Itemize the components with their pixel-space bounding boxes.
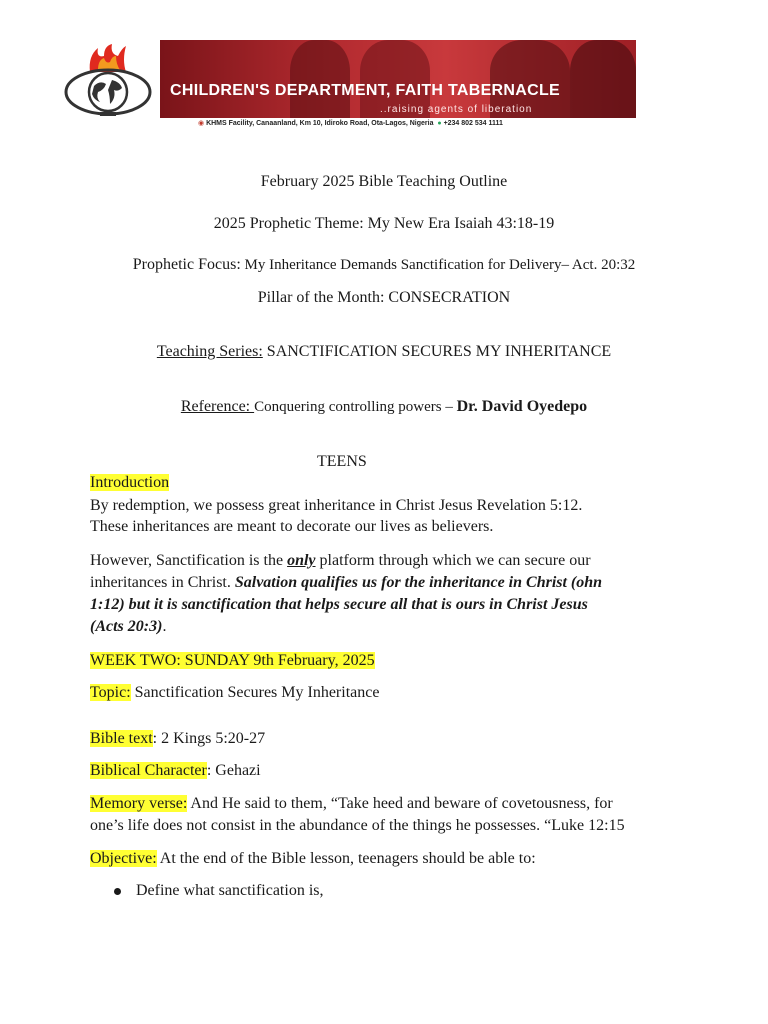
church-logo — [60, 42, 156, 120]
prophetic-focus — [0, 255, 768, 275]
reference — [0, 397, 768, 417]
phone-text: +234 802 534 1111 — [443, 120, 503, 127]
intro-paragraph-2-line-1 — [90, 551, 591, 571]
intro-paragraph-2-line-2 — [90, 573, 602, 593]
topic-label: Topic: — [90, 684, 131, 701]
introduction-label: Introduction — [90, 474, 170, 491]
intro-text: . — [162, 618, 167, 635]
memory-verse-label: Memory verse: — [90, 795, 188, 812]
memory-verse-text: And He said to them, “Take heed and beware of covetousness, for — [187, 795, 613, 812]
reference-author: Dr. David Oyedepo — [456, 398, 588, 415]
banner-tagline: ..raising agents of liberation — [380, 104, 533, 115]
header-banner — [160, 40, 636, 118]
intro-text: However, Sanctification is the — [90, 552, 288, 569]
intro-text: inheritances in Christ. — [90, 574, 235, 591]
intro-emphasis: (Acts 20:3) — [90, 618, 163, 635]
intro-paragraph-1-line-2: These inheritances are meant to decorate our lives as believers. — [90, 518, 494, 535]
banner-title: CHILDREN'S DEPARTMENT, FAITH TABERNACLE — [170, 82, 561, 99]
banner-photo-child — [290, 40, 350, 118]
focus-label: Prophetic Focus: — [132, 256, 241, 273]
bullet-icon — [114, 888, 121, 895]
week-label: WEEK TWO: SUNDAY 9th February, 2025 — [90, 652, 375, 669]
intro-paragraph-2-line-4 — [90, 617, 166, 637]
introduction-heading — [90, 473, 169, 493]
objective-line — [90, 849, 536, 869]
objective-label: Objective: — [90, 850, 157, 867]
intro-paragraph-1-line-1: By redemption, we possess great inheritance in Christ Jesus Revelation 5:12. — [90, 497, 583, 514]
address-text: KHMS Facility, Canaanland, Km 10, Idiroko Road, Ota-Lagos, Nigeria — [206, 120, 434, 127]
objective-text: At the end of the Bible lesson, teenagers should be able to: — [156, 850, 536, 867]
audience-heading: TEENS — [317, 453, 367, 470]
contact-line — [198, 119, 503, 127]
focus-text: My Inheritance Demands Sanctification for Delivery– Act. 20:32 — [240, 257, 636, 273]
series-label: Teaching Series: — [156, 343, 263, 360]
memory-verse-line-1 — [90, 794, 613, 814]
biblical-character-line — [90, 761, 261, 781]
reference-label: Reference: — [180, 398, 255, 415]
topic-text: Sanctification Secures My Inheritance — [130, 684, 380, 701]
banner-photo-child — [570, 40, 636, 118]
intro-text: platform through which we can secure our — [315, 552, 591, 569]
teaching-series — [0, 342, 768, 362]
location-pin-icon: ◉ — [198, 120, 205, 127]
reference-text: Conquering controlling powers – — [254, 399, 457, 415]
biblical-character-value: : Gehazi — [206, 762, 261, 779]
intro-emphasis: Salvation qualifies us for the inheritance in Christ (ohn — [234, 574, 603, 591]
series-text: SANCTIFICATION SECURES MY INHERITANCE — [262, 343, 612, 360]
pillar-of-month: Pillar of the Month: CONSECRATION — [257, 289, 511, 306]
intro-paragraph-2-line-3: 1:12) but it is sanctification that helps secure all that is ours in Christ Jesus — [90, 596, 588, 613]
objective-bullet-1: Define what sanctification is, — [136, 882, 324, 899]
bible-text-label: Bible text — [90, 730, 153, 747]
topic-line — [90, 683, 379, 703]
biblical-character-label: Biblical Character — [90, 762, 207, 779]
doc-title: February 2025 Bible Teaching Outline — [260, 173, 508, 190]
memory-verse-line-2: one’s life does not consist in the abundance of the things he possesses. “Luke 12:15 — [90, 817, 625, 834]
week-heading — [90, 651, 375, 671]
emphasis-only: only — [287, 552, 316, 569]
whatsapp-icon: ● — [437, 120, 442, 127]
bible-text-line — [90, 729, 265, 749]
prophetic-theme: 2025 Prophetic Theme: My New Era Isaiah 43:18-19 — [213, 215, 555, 232]
bible-text-value: : 2 Kings 5:20-27 — [152, 730, 266, 747]
